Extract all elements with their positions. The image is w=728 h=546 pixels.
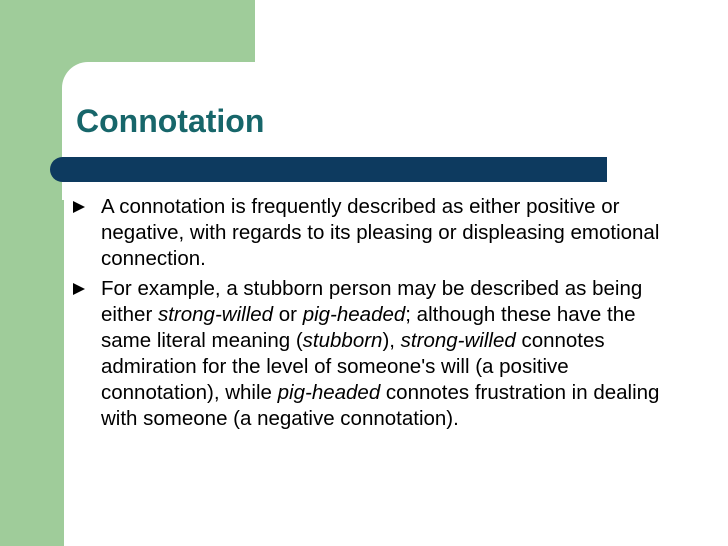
italic-term-strong-willed: strong-willed [157, 303, 274, 326]
italic-term-strong-willed: strong-willed [400, 329, 516, 352]
slide-title: Connotation [76, 103, 265, 139]
triangle-bullet-icon [73, 283, 85, 295]
title-underline-bar [50, 157, 607, 182]
bullet-text-segment: or [273, 303, 303, 326]
bullet-text-segment: ; although these have the same literal meaning ( [101, 303, 636, 352]
italic-term-pig-headed: pig-headed [302, 303, 406, 326]
bullet-item-2 [101, 276, 681, 432]
bullet-text-segment: ), [382, 329, 401, 352]
bullet-text-segment: connotes frustration in dealing with someone (a negative connotation). [101, 381, 660, 430]
slide-left-border [62, 200, 64, 546]
bullet-text-1: A connotation is frequently described as either positive or negative, with regards to its pleasing or displeasing emotional connection. [101, 195, 660, 270]
triangle-bullet-icon [73, 201, 85, 213]
bullet-text-segment: For example, a stubborn person may be described as being either [101, 277, 643, 326]
italic-term-pig-headed: pig-headed [277, 381, 381, 404]
italic-term-stubborn: stubborn [302, 329, 383, 352]
bullet-item-1 [101, 194, 681, 272]
bullet-text-segment: connotes admiration for the level of someone's will (a positive connotation), while [101, 329, 605, 404]
